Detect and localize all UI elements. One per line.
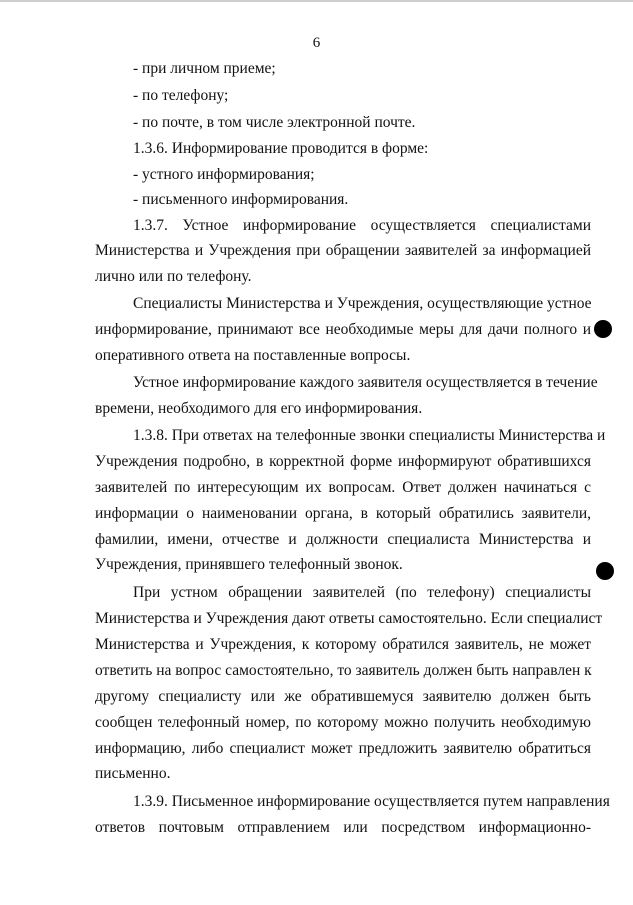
text-line: времени, необходимого для его информирования. <box>95 400 423 417</box>
text-line: заявителей по интересующим их вопросам. Ответ должен начинаться с <box>95 479 591 496</box>
text-line: Специалисты Министерства и Учреждения, осуществляющие устное <box>133 295 592 312</box>
text-line: Министерства и Учреждения, к которому обратился заявитель, не может <box>95 636 591 653</box>
text-line: ответов почтовым отправлением или посредством информационно- <box>95 819 591 836</box>
text-line: сообщен телефонный номер, по которому можно получить необходимую <box>95 714 591 731</box>
text-line: 1.3.6. Информирование проводится в форме: <box>133 140 429 157</box>
text-line: - по почте, в том числе электронной почте. <box>133 114 416 131</box>
text-line: - при личном приеме; <box>133 60 276 77</box>
text-line: информирование, принимают все необходимые меры для дачи полного и <box>95 321 591 338</box>
text-line: - по телефону; <box>133 87 229 104</box>
text-line: информации о наименовании органа, в который обратились заявители, <box>95 505 591 522</box>
text-line: При устном обращении заявителей (по телефону) специалисты <box>133 584 591 601</box>
text-line: 1.3.9. Письменное информирование осуществляется путем направления <box>133 793 610 810</box>
text-line: 1.3.8. При ответах на телефонные звонки специалисты Министерства и <box>133 427 606 444</box>
text-line: информацию, либо специалист может предложить заявителю обратиться <box>95 740 591 757</box>
text-line: ответить на вопрос самостоятельно, то заявитель должен быть направлен к <box>95 662 592 679</box>
text-line: Устное информирование каждого заявителя осуществляется в течение <box>133 374 598 391</box>
text-line: - письменного информирования. <box>133 191 349 208</box>
text-line: лично или по телефону. <box>95 268 252 285</box>
page-number: 6 <box>312 35 321 51</box>
text-line: Учреждения, принявшего телефонный звонок. <box>95 556 403 573</box>
scan-top-edge <box>0 0 633 2</box>
punch-hole-mark <box>594 320 612 338</box>
text-line: Министерства и Учреждения при обращении заявителей за информацией <box>95 242 591 259</box>
text-line: Учреждения подробно, в корректной форме информируют обратившихся <box>95 453 591 470</box>
text-line: письменно. <box>95 765 171 782</box>
text-line: - устного информирования; <box>133 166 315 183</box>
text-line: 1.3.7. Устное информирование осуществляется специалистами <box>133 217 591 234</box>
text-line: фамилии, имени, отчестве и должности специалиста Министерства и <box>95 531 591 548</box>
punch-hole-mark <box>596 562 614 580</box>
text-line: другому специалисту или же обратившемуся заявителю должен быть <box>95 688 591 705</box>
text-line: оперативного ответа на поставленные вопросы. <box>95 347 411 364</box>
text-line: Министерства и Учреждения дают ответы самостоятельно. Если специалист <box>95 610 603 627</box>
